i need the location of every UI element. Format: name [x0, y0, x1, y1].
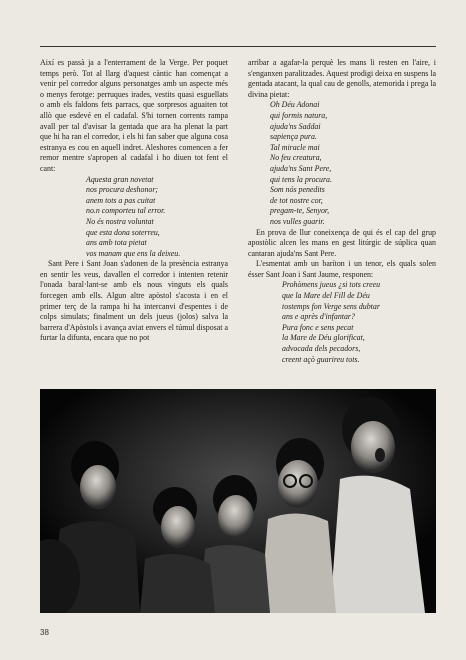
paragraph: Així es passà ja a l'enterrament de la Verge. Per poquet temps però. Tot al llarg d'aquest càntic han començat a venir pel corredor alguns personatges amb un aspecte més o menys ferotge: perruques irades, vestits quasi esguellats o amb els faldons fets parracs, que sorpresos aguaiten tot allò que esdevé en el cadafal. S'hi tornen corrents rampa avall per tal d'avisar la gentada que ara ha plenat la part que hi ha ran el corredor, i els hi fan saber que alguna cosa estranya es cou en aquell indret. Aleshores comencen a fer remor mentre s'apropen al cadafal i ho diuen tot fent el cant:: [40, 58, 228, 173]
verse-line: sapiença pura.: [270, 132, 317, 142]
header-rule: [40, 46, 436, 47]
verse-line: nos procura deshonor;: [86, 185, 159, 195]
verse-block: [248, 100, 436, 227]
paragraph: L'esmentat amb un baríton i un tenor, els quals solen ésser Sant Joan i Sant Jaume, responen:: [248, 259, 436, 279]
verse-block: [40, 175, 228, 260]
verse-line: no.n comporteu tal error.: [86, 206, 166, 216]
verse-line: pregam-te, Senyor,: [270, 206, 330, 216]
verse-line: la Mare de Déu glorificat,: [282, 333, 365, 343]
paragraph: En prova de llur coneixença de qui és el cap del grup apostòlic alcen les mans en gest litúrgic de súplica quan cantaran ajuda'ns Sant Pere.: [248, 227, 436, 258]
paragraph: Sant Pere i Sant Joan s'adonen de la presència estranya en sentir les veus, davallen el corredor i intenten retenir l'onada baral·lant-se amb els nous vinguts els quals forcegen amb ells. Algun altre apòstol s'acosta i en el primer terç de la rampa hi ha intercanvi d'espentes i de colps simulats; finalment un dels jueus (jolos) salva la barrera d'Apòstols i avança aviat envers el túmul disposat a furtar la difunta, encara que no pot: [40, 259, 228, 343]
verse-line: Aquesta gran novetat: [86, 174, 154, 184]
verse-block: [248, 280, 436, 365]
photograph: [40, 389, 436, 613]
verse-line: ans amb tota pietat: [86, 238, 147, 248]
verse-line: que la Mare del Fill de Déu: [282, 291, 370, 301]
verse-line: nos vulles guarir.: [270, 216, 325, 226]
verse-line: Tal miracle mai: [270, 142, 320, 152]
verse-line: anem tots a pas cuitat: [86, 195, 156, 205]
verse-line: Oh Déu Adonai: [270, 100, 320, 110]
verse-line: advocada dels pecadors,: [282, 344, 361, 354]
verse-line: ans e après d'infantar?: [282, 312, 355, 322]
verse-line: No feu creatura,: [270, 153, 322, 163]
verse-line: Pura fonc e sens pecat: [282, 322, 354, 332]
verse-line: ajuda'ns Saddai: [270, 121, 321, 131]
verse-line: vos manam que ens la deixeu.: [86, 248, 181, 258]
verse-line: de tot nostre cor,: [270, 195, 323, 205]
right-column: [248, 58, 436, 365]
verse-line: Som nós penedits: [270, 185, 325, 195]
verse-line: creent açò guarireu tots.: [282, 354, 360, 364]
verse-line: Prohòmens jueus ¿si tots creeu: [282, 280, 381, 290]
photo-children-looking-up: [40, 389, 436, 613]
verse-line: tostemps fon Verge sens dubtar: [282, 301, 380, 311]
verse-line: No és nostra voluntat: [86, 216, 154, 226]
verse-line: qui formis natura,: [270, 110, 328, 120]
verse-line: qui tens la procura.: [270, 174, 332, 184]
left-column: [40, 58, 228, 344]
page-number: 38: [40, 628, 49, 637]
verse-line: ajuda'ns Sant Pere,: [270, 163, 332, 173]
paragraph: arribar a agafar-la perquè les mans li resten en l'aire, i s'enganxen paralitzades. Aquest prodigi deixa en suspens la gentada atacant, la qual cau de genolls, atemorida i prega la divina pietat:: [248, 58, 436, 99]
verse-line: que esta dona soterreu,: [86, 227, 160, 237]
